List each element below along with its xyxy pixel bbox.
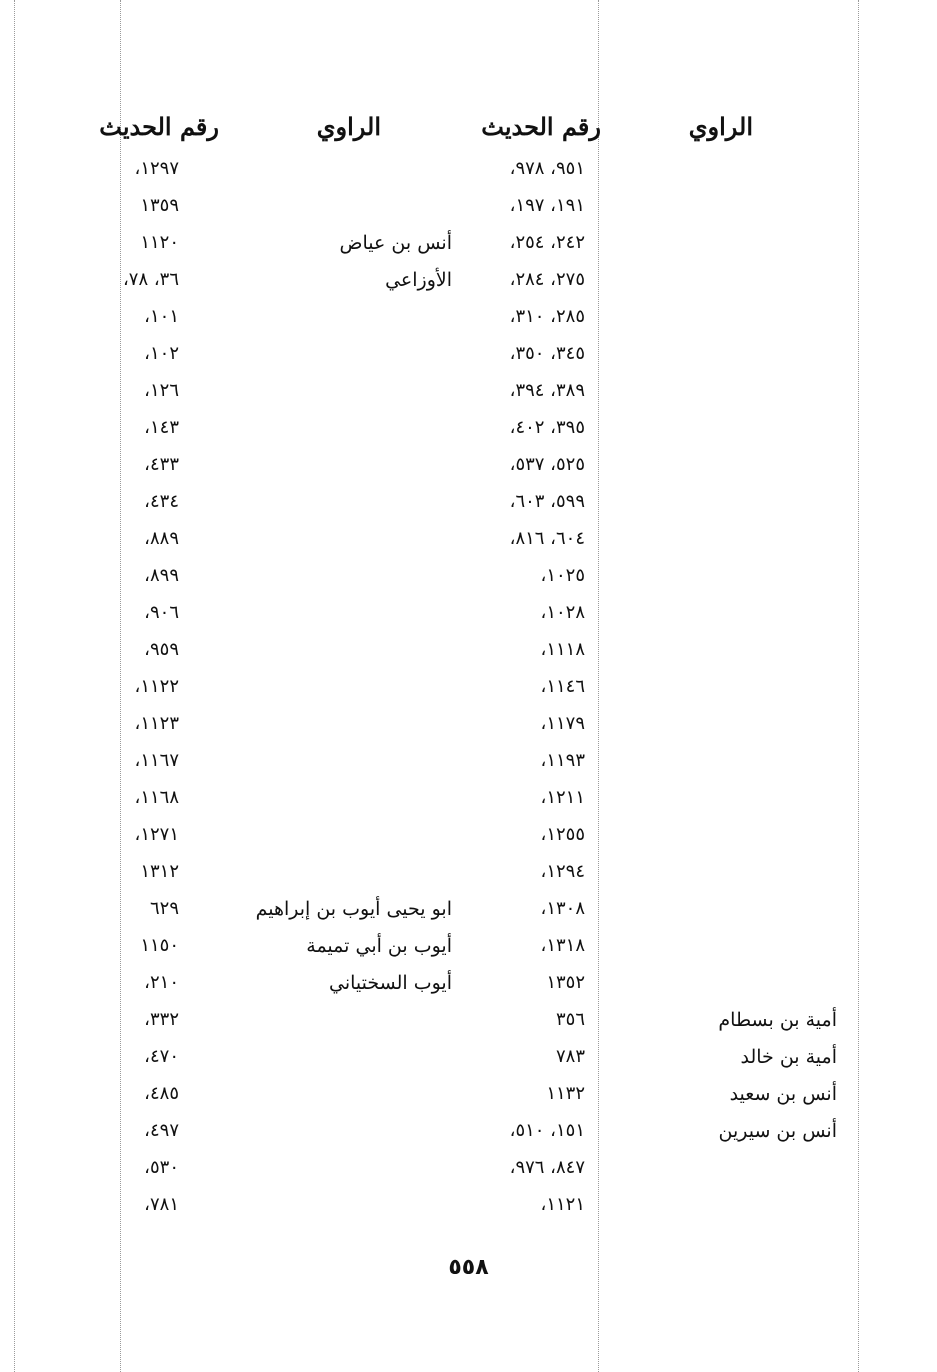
right-narrator-name: أمية بن خالد	[740, 1046, 837, 1068]
right-hadith-numbers: ٢٨٥، ٣١٠،	[509, 306, 585, 327]
header-right-narrator: الراوي	[688, 112, 753, 141]
right-hadith-numbers: ٨٤٧، ٩٧٦،	[509, 1157, 585, 1178]
left-hadith-numbers: ٣٦، ٧٨،	[122, 269, 179, 290]
header-left-narrator: الراوي	[316, 112, 381, 141]
right-narrator-name: أنس بن سعيد	[729, 1083, 837, 1105]
left-hadith-numbers: ١١٢٣،	[134, 713, 179, 734]
right-hadith-numbers: ١٥١، ٥١٠،	[509, 1120, 585, 1141]
right-hadith-numbers: ١١٧٩،	[540, 713, 585, 734]
left-hadith-numbers: ١١٥٠	[140, 935, 179, 956]
right-hadith-numbers: ٥٩٩، ٦٠٣،	[509, 491, 585, 512]
left-hadith-numbers: ٤٨٥،	[144, 1083, 179, 1104]
left-hadith-numbers: ١٣١٢	[140, 861, 179, 882]
page-number: ٥٥٨	[448, 1255, 489, 1280]
right-hadith-numbers: ١١٩٣،	[540, 750, 585, 771]
header-left-hadith: رقم الحديث	[99, 112, 219, 141]
left-narrator-name: أنس بن عياض	[339, 232, 452, 254]
left-narrator-name: ابو يحيى أيوب بن إبراهيم	[255, 898, 452, 920]
left-narrator-name: أيوب بن أبي تميمة	[306, 935, 452, 957]
right-hadith-numbers: ٥٢٥، ٥٣٧،	[509, 454, 585, 475]
right-hadith-numbers: ٢٤٢، ٢٥٤،	[509, 232, 585, 253]
right-hadith-numbers: ١١٤٦،	[540, 676, 585, 697]
header-right-hadith: رقم الحديث	[481, 112, 601, 141]
right-hadith-numbers: ٣٥٦	[555, 1009, 585, 1030]
right-hadith-numbers: ٦٠٤، ٨١٦،	[509, 528, 585, 549]
left-hadith-numbers: ٩٠٦،	[144, 602, 179, 623]
left-hadith-numbers: ٩٥٩،	[144, 639, 179, 660]
gutter-line-center	[598, 0, 599, 1372]
right-hadith-numbers: ١٠٢٥،	[540, 565, 585, 586]
left-narrator-name: أيوب السختياني	[329, 972, 452, 994]
right-hadith-numbers: ١٩١، ١٩٧،	[509, 195, 585, 216]
right-hadith-numbers: ٧٨٣	[555, 1046, 585, 1067]
right-hadith-numbers: ١١٣٢	[546, 1083, 585, 1104]
right-hadith-numbers: ١٢١١،	[540, 787, 585, 808]
right-hadith-numbers: ١٣٥٢	[546, 972, 585, 993]
right-narrator-name: أنس بن سيرين	[718, 1120, 837, 1142]
left-hadith-numbers: ١٠٢،	[144, 343, 179, 364]
left-hadith-numbers: ١١٢٢،	[134, 676, 179, 697]
right-hadith-numbers: ٣٨٩، ٣٩٤،	[509, 380, 585, 401]
left-hadith-numbers: ٤٩٧،	[144, 1120, 179, 1141]
right-hadith-numbers: ١٣١٨،	[540, 935, 585, 956]
left-hadith-numbers: ١٢٩٧،	[134, 158, 179, 179]
gutter-line-left	[120, 0, 121, 1372]
left-hadith-numbers: ١١٦٧،	[134, 750, 179, 771]
right-hadith-numbers: ١٢٩٤،	[540, 861, 585, 882]
left-hadith-numbers: ١٢٦،	[144, 380, 179, 401]
left-hadith-numbers: ١٤٣،	[144, 417, 179, 438]
left-hadith-numbers: ٦٢٩	[149, 898, 179, 919]
left-narrator-name: الأوزاعي	[385, 269, 452, 291]
left-hadith-numbers: ٧٨١،	[144, 1194, 179, 1215]
right-hadith-numbers: ١٣٠٨،	[540, 898, 585, 919]
left-hadith-numbers: ٢١٠،	[144, 972, 179, 993]
left-hadith-numbers: ٨٨٩،	[144, 528, 179, 549]
margin-line-right	[858, 0, 859, 1372]
left-hadith-numbers: ٨٩٩،	[144, 565, 179, 586]
right-hadith-numbers: ٢٧٥، ٢٨٤،	[509, 269, 585, 290]
right-hadith-numbers: ١١١٨،	[540, 639, 585, 660]
left-hadith-numbers: ١٣٥٩	[140, 195, 179, 216]
right-hadith-numbers: ١٢٥٥،	[540, 824, 585, 845]
left-hadith-numbers: ٥٣٠،	[144, 1157, 179, 1178]
right-hadith-numbers: ٣٩٥، ٤٠٢،	[509, 417, 585, 438]
right-hadith-numbers: ١٠٢٨،	[540, 602, 585, 623]
right-hadith-numbers: ١١٢١،	[540, 1194, 585, 1215]
margin-line-far-left	[14, 0, 15, 1372]
left-hadith-numbers: ١١٦٨،	[134, 787, 179, 808]
left-hadith-numbers: ٣٣٢،	[144, 1009, 179, 1030]
left-hadith-numbers: ١٢٧١،	[134, 824, 179, 845]
right-hadith-numbers: ٩٥١، ٩٧٨،	[509, 158, 585, 179]
left-hadith-numbers: ٤٣٣،	[144, 454, 179, 475]
right-narrator-name: أمية بن بسطام	[718, 1009, 837, 1031]
left-hadith-numbers: ٤٧٠،	[144, 1046, 179, 1067]
left-hadith-numbers: ١٠١،	[144, 306, 179, 327]
left-hadith-numbers: ٤٣٤،	[144, 491, 179, 512]
right-hadith-numbers: ٣٤٥، ٣٥٠،	[509, 343, 585, 364]
left-hadith-numbers: ١١٢٠	[140, 232, 179, 253]
